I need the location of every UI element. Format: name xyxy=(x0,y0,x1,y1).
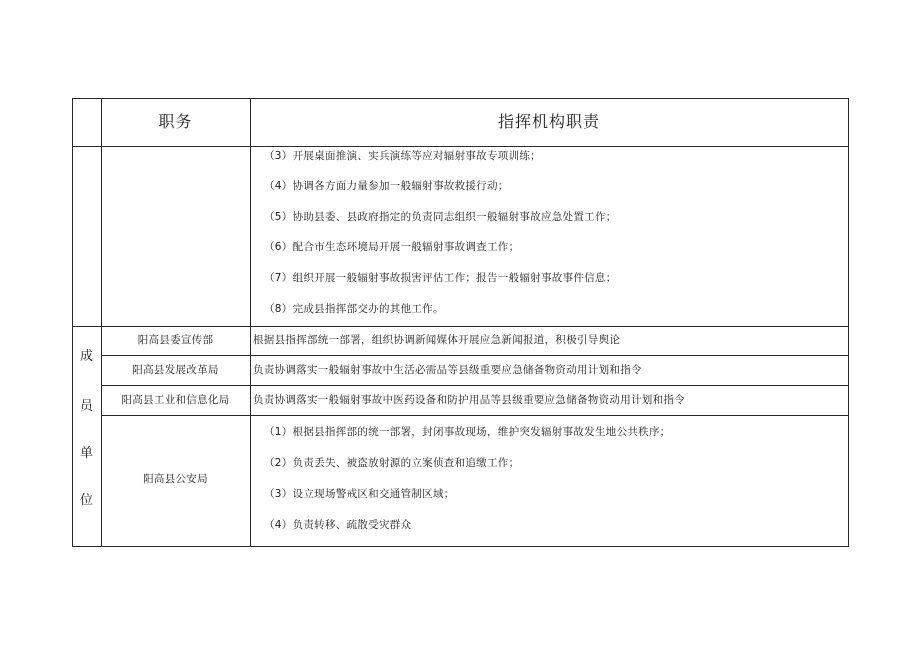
table-bottom-border xyxy=(72,546,849,547)
member-name-development-reform: 阳高县发展改革局 xyxy=(132,364,219,376)
member-name-propaganda: 阳高县委宣传部 xyxy=(137,334,214,346)
continuation-duty-4: （4）协调各方面力量参加一般辐射事故救援行动； xyxy=(264,180,509,192)
table-top-border xyxy=(72,98,849,99)
group-label-char-1: 成 xyxy=(80,349,94,364)
row-border-1 xyxy=(101,355,849,356)
member-duty-industry-it: 负责协调落实一般辐射事故中医药设备和防护用品等县级重要应急储备物资动用计划和指令 xyxy=(253,394,685,406)
member-name-industry-it: 阳高县工业和信息化局 xyxy=(121,394,230,406)
header-position: 职务 xyxy=(158,112,193,131)
table-right-border xyxy=(848,98,849,547)
member-duty-public-security-1: （1）根据县指挥部的统一部署，封闭事故现场，维护突发辐射事故发生地公共秩序； xyxy=(264,426,671,438)
member-duty-propaganda: 根据县指挥部统一部署，组织协调新闻媒体开展应急新闻报道，积极引导舆论 xyxy=(253,334,621,346)
continuation-duty-8: （8）完成县指挥部交办的其他工作。 xyxy=(264,303,444,315)
continuation-bottom-border xyxy=(72,326,849,327)
group-label-char-3: 单 xyxy=(80,446,94,461)
table-left-border xyxy=(72,98,73,547)
header-duties: 指挥机构职责 xyxy=(497,112,600,131)
row-border-2 xyxy=(101,385,849,386)
member-name-public-security: 阳高县公安局 xyxy=(143,473,208,485)
group-label-char-2: 员 xyxy=(80,399,94,414)
continuation-duty-5: （5）协助县委、县政府指定的负责同志组织一般辐射事故应急处置工作； xyxy=(264,211,617,223)
header-bottom-border xyxy=(72,146,849,147)
member-duty-public-security-3: （3）设立现场警戒区和交通管制区域； xyxy=(264,488,455,500)
continuation-duty-3: （3）开展桌面推演、实兵演练等应对辐射事故专项训练； xyxy=(264,150,541,162)
position-column-border xyxy=(250,98,251,547)
group-label-char-4: 位 xyxy=(80,493,94,508)
member-duty-public-security-2: （2）负责丢失、被盗放射源的立案侦查和追缴工作； xyxy=(264,457,520,469)
continuation-duty-6: （6）配合市生态环境局开展一般辐射事故调查工作； xyxy=(264,241,520,253)
member-duty-public-security-4: （4）负责转移、疏散受灾群众 xyxy=(264,519,412,531)
row-border-3 xyxy=(101,415,849,416)
continuation-duty-7: （7）组织开展一般辐射事故损害评估工作；报告一般辐射事故事件信息； xyxy=(264,272,617,284)
member-duty-development-reform: 负责协调落实一般辐射事故中生活必需品等县级重要应急储备物资动用计划和指令 xyxy=(253,364,642,376)
